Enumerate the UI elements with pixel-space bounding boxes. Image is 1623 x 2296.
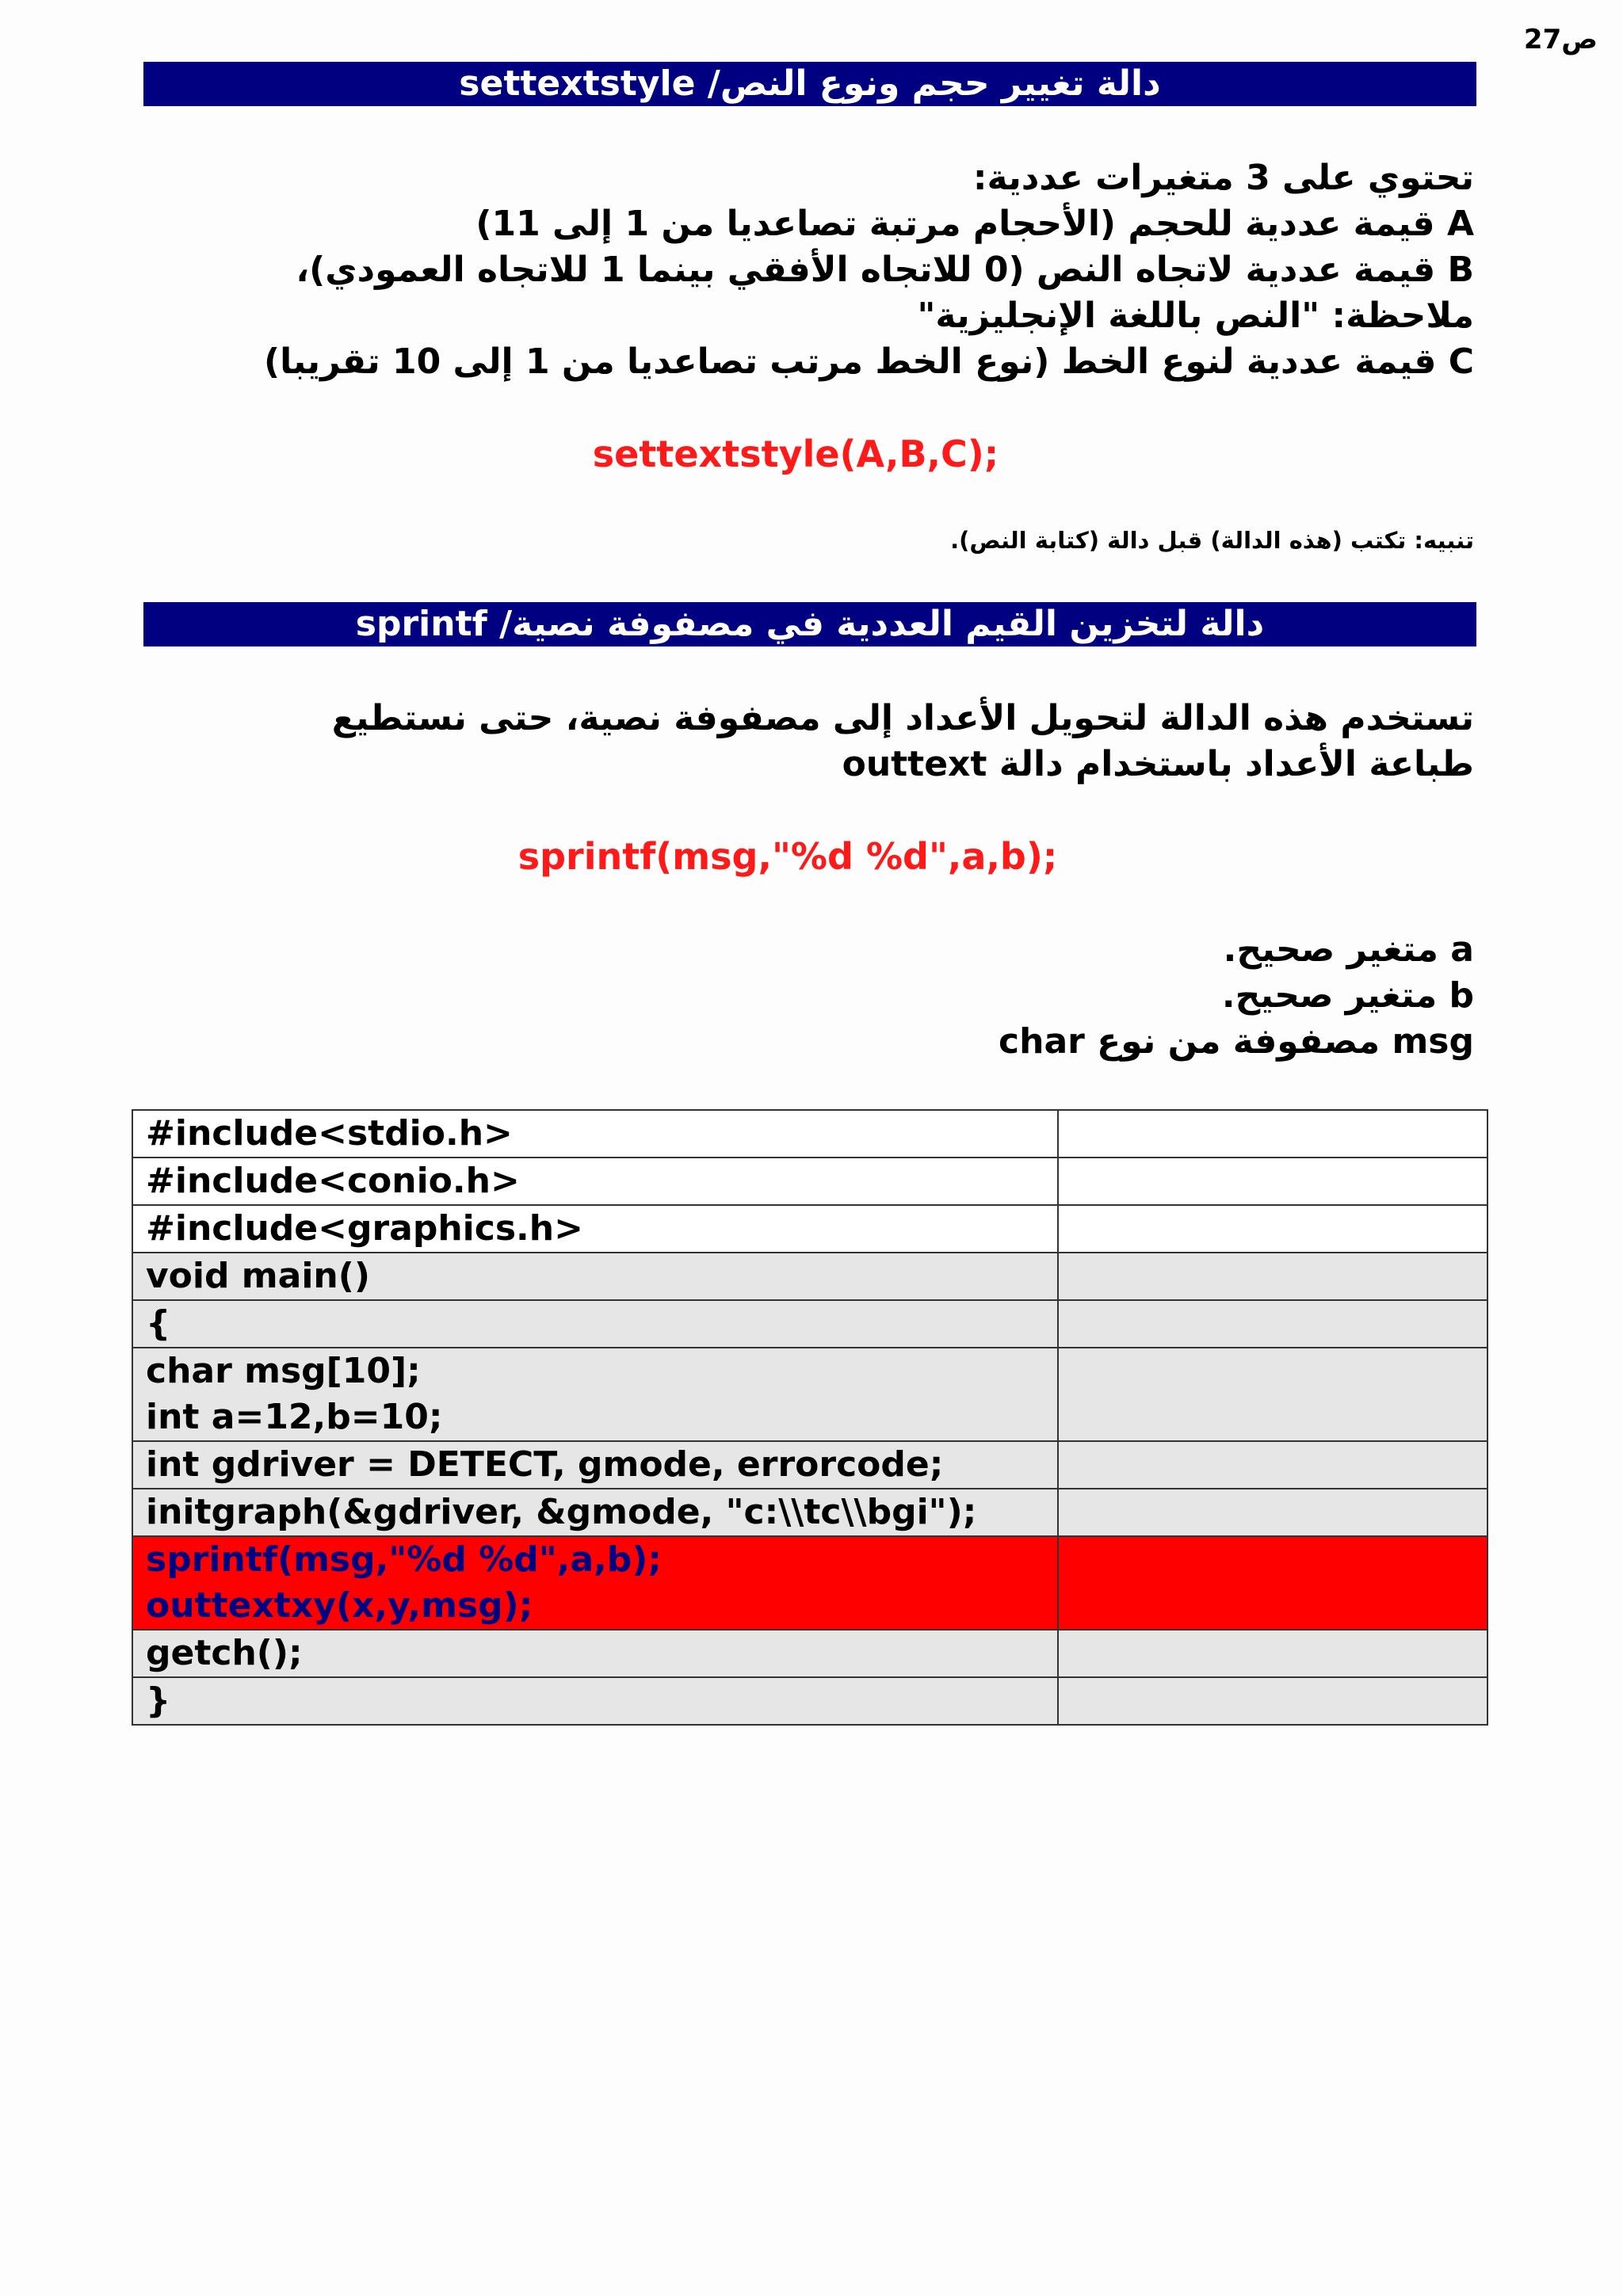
code-cell (132, 1300, 1058, 1348)
code-cell (132, 1630, 1058, 1677)
code-cell (132, 1110, 1058, 1158)
variable-a-desc: a متغير صحيح. (1223, 929, 1474, 970)
code-cell (132, 1158, 1058, 1205)
code-line: void main() (146, 1256, 370, 1296)
code-table-row (132, 1677, 1487, 1725)
empty-cell (1058, 1677, 1487, 1725)
section1-line-b: B قيمة عددية لاتجاه النص (0 للاتجاه الأفقي بينما 1 للاتجاه العمودي)، (296, 250, 1474, 290)
section1-line: تحتوي على 3 متغيرات عددية: (972, 158, 1474, 198)
section2-desc-line: طباعة الأعداد باستخدام دالة outtext (842, 744, 1474, 784)
section2-variables (999, 927, 1474, 1065)
empty-cell (1058, 1441, 1487, 1489)
code-line: } (146, 1680, 171, 1721)
empty-cell (1058, 1536, 1487, 1630)
code-table-row (132, 1441, 1487, 1489)
section1-line-a: A قيمة عددية للحجم (الأحجام مرتبة تصاعديا من 1 إلى 11) (475, 204, 1474, 244)
section1-description (264, 155, 1474, 385)
empty-cell (1058, 1300, 1487, 1348)
section1-title-banner: دالة تغيير حجم ونوع النص/ settextstyle (143, 62, 1476, 106)
code-line: { (146, 1303, 171, 1344)
code-table-row (132, 1110, 1487, 1158)
code-cell (132, 1441, 1058, 1489)
empty-cell (1058, 1110, 1487, 1158)
code-cell (132, 1536, 1058, 1630)
settextstyle-code: settextstyle(A,B,C); (592, 433, 999, 475)
code-cell (132, 1348, 1058, 1441)
variable-b-desc: b متغير صحيح. (1221, 975, 1474, 1016)
page-number: ص27 (1523, 24, 1598, 55)
empty-cell (1058, 1489, 1487, 1536)
code-line: char msg[10]; (146, 1351, 421, 1391)
variable-msg-desc: msg مصفوفة من نوع char (999, 1021, 1474, 1062)
code-cell (132, 1677, 1058, 1725)
code-line: sprintf(msg,"%d %d",a,b); (146, 1539, 662, 1580)
empty-cell (1058, 1158, 1487, 1205)
code-table-row (132, 1489, 1487, 1536)
section1-warning-note: تنبيه: تكتب (هذه الدالة) قبل دالة (كتابة النص). (950, 527, 1474, 554)
code-cell (132, 1253, 1058, 1300)
code-line: int a=12,b=10; (146, 1397, 443, 1437)
code-line: #include<stdio.h> (146, 1113, 513, 1154)
code-line: #include<conio.h> (146, 1161, 520, 1201)
empty-cell (1058, 1205, 1487, 1253)
sprintf-code: sprintf(msg,"%d %d",a,b); (517, 835, 1058, 878)
code-table-row (132, 1630, 1487, 1677)
section1-line-note: ملاحظة: "النص باللغة الإنجليزية" (917, 296, 1474, 336)
code-example-table (132, 1109, 1488, 1726)
section2-title-banner: دالة لتخزين القيم العددية في مصفوفة نصية/ sprintf (143, 602, 1476, 646)
code-line: int gdriver = DETECT, gmode, errorcode; (146, 1444, 944, 1485)
code-table-row (132, 1536, 1487, 1630)
code-cell (132, 1489, 1058, 1536)
code-line: #include<graphics.h> (146, 1208, 583, 1249)
empty-cell (1058, 1630, 1487, 1677)
code-table-row (132, 1158, 1487, 1205)
code-line: initgraph(&gdriver, &gmode, "c:\\tc\\bgi"); (146, 1492, 977, 1532)
code-table-row (132, 1348, 1487, 1441)
section2-description (332, 696, 1474, 788)
section2-desc-line: تستخدم هذه الدالة لتحويل الأعداد إلى مصفوفة نصية، حتى نستطيع (331, 698, 1474, 738)
code-table-row (132, 1300, 1487, 1348)
empty-cell (1058, 1348, 1487, 1441)
code-line: outtextxy(x,y,msg); (146, 1585, 533, 1626)
code-cell (132, 1205, 1058, 1253)
empty-cell (1058, 1253, 1487, 1300)
code-table-row (132, 1205, 1487, 1253)
code-table-row (132, 1253, 1487, 1300)
section1-line-c: C قيمة عددية لنوع الخط (نوع الخط مرتب تصاعديا من 1 إلى 10 تقريبا) (263, 341, 1474, 382)
code-line: getch(); (146, 1633, 303, 1673)
